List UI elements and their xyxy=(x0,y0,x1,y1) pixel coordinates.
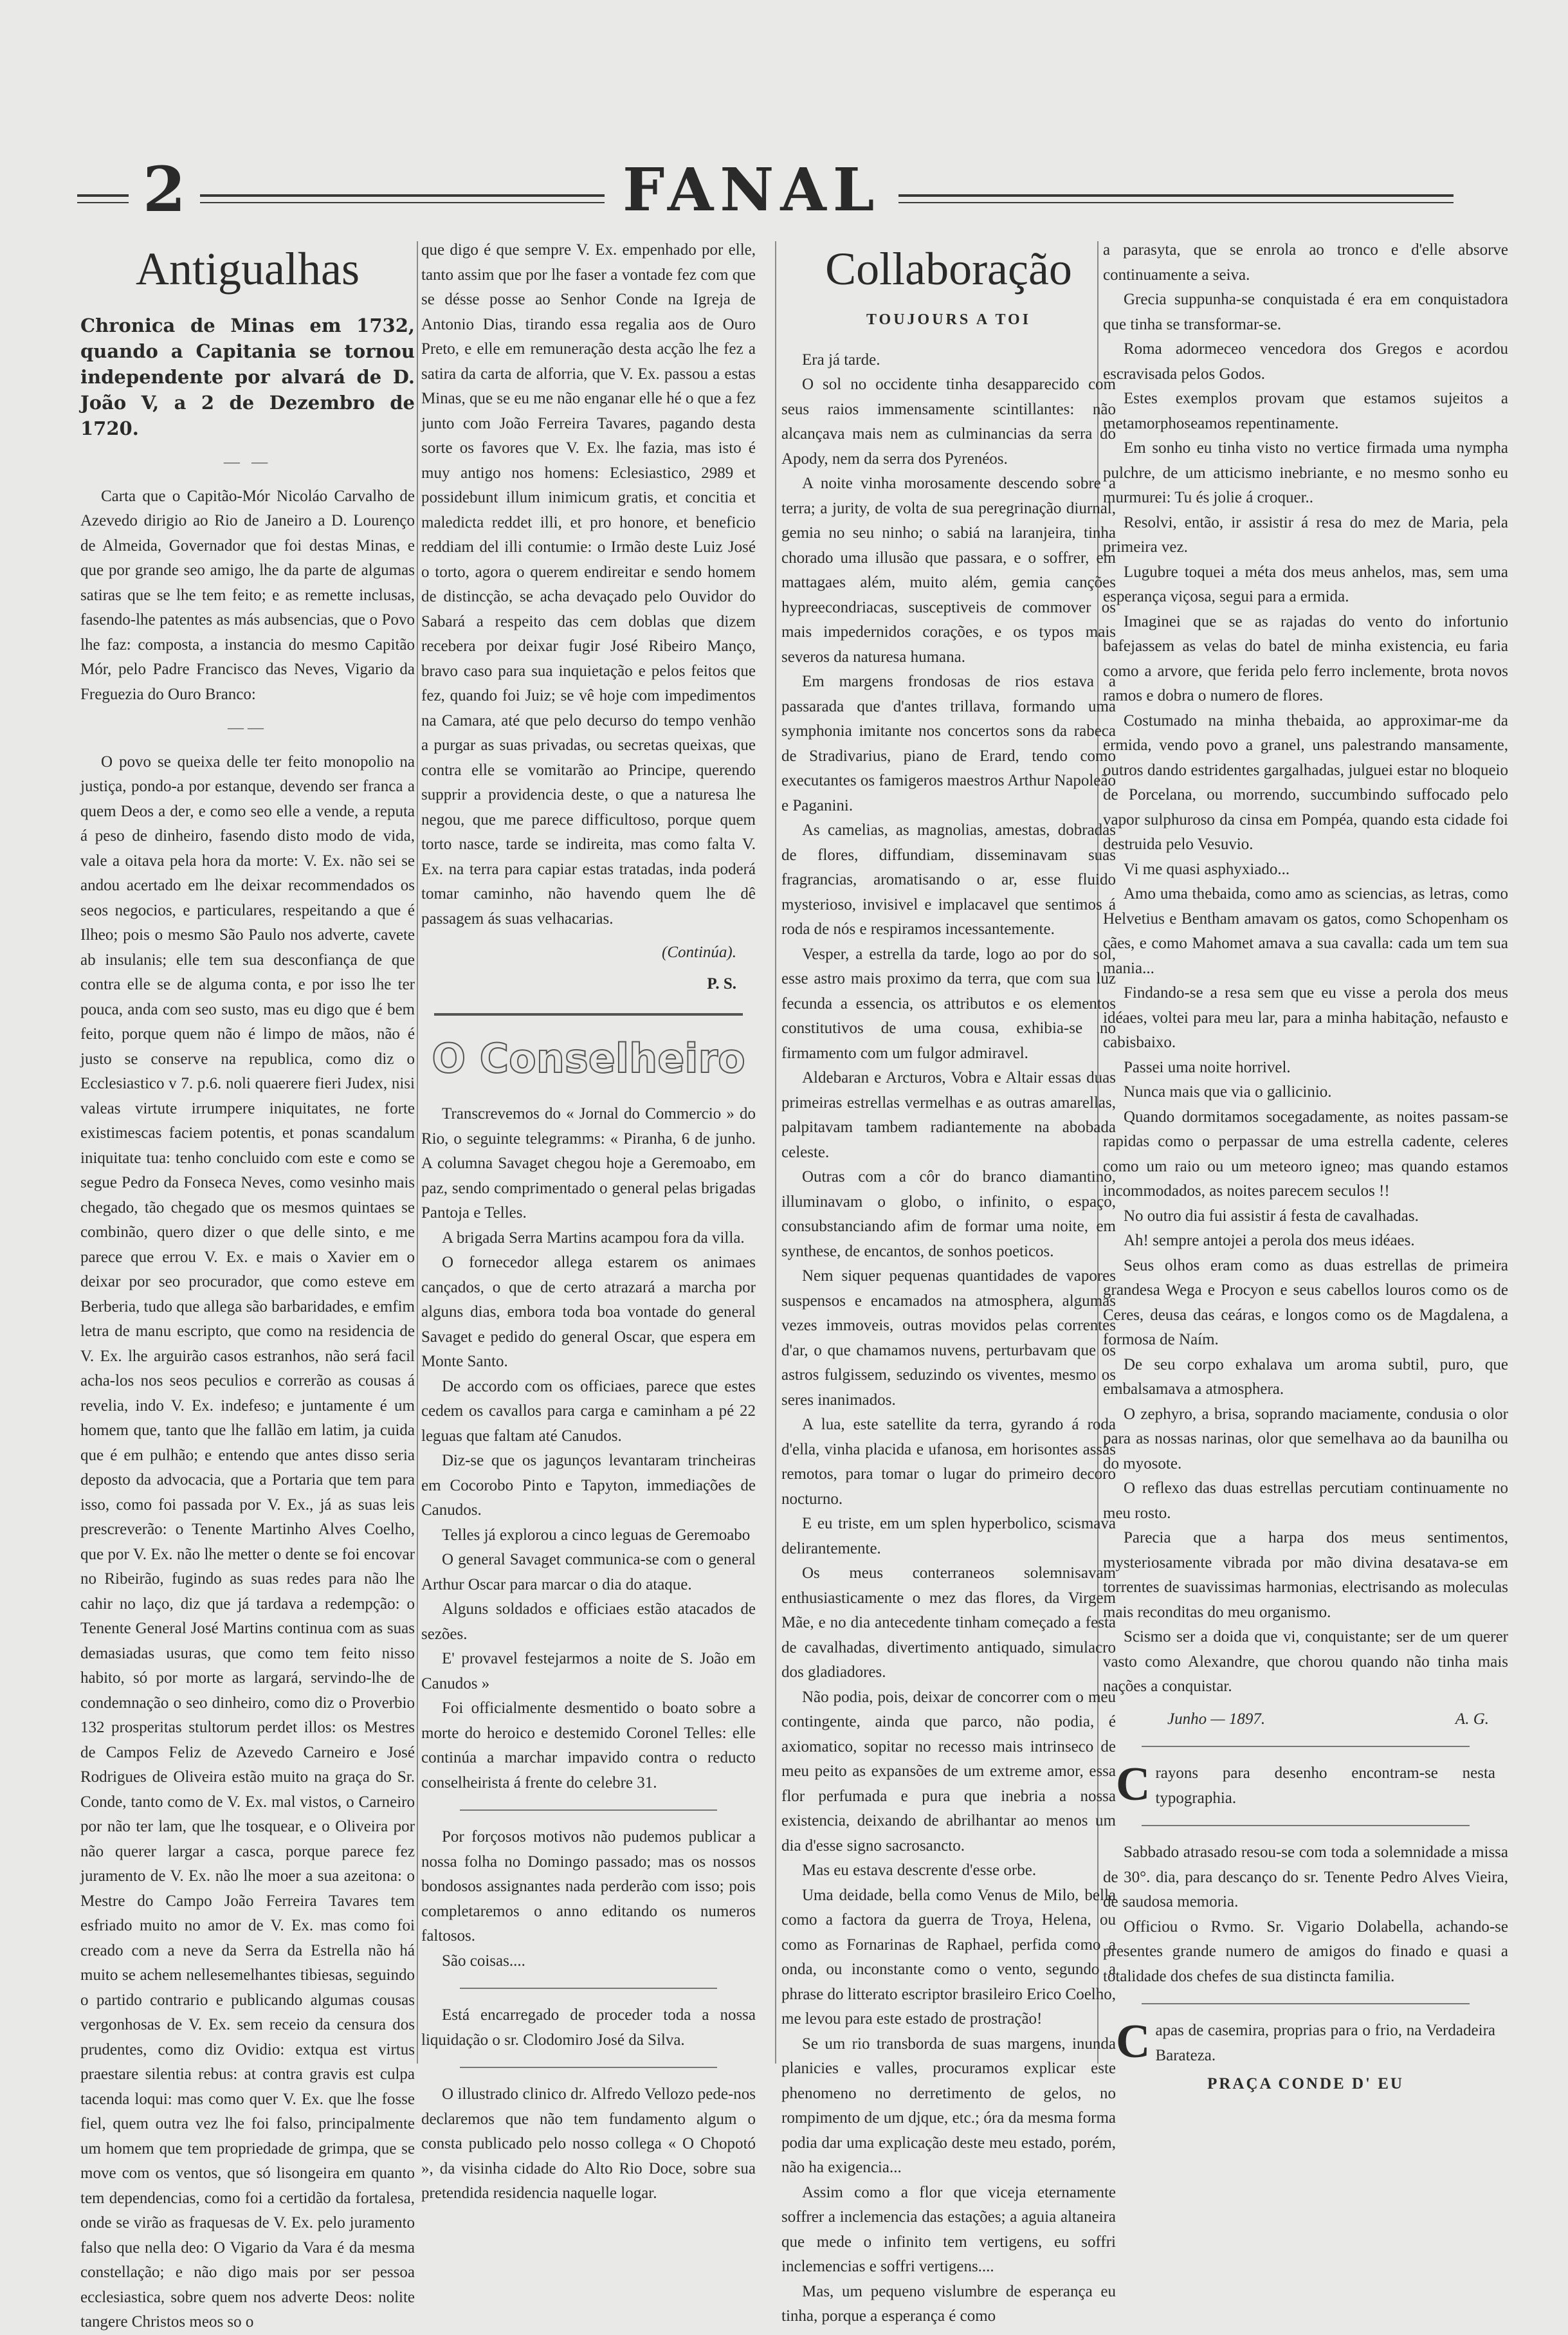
article-heading-collaboracao: Collaboração xyxy=(825,243,1072,295)
paragraph: Costumado na minha thebaida, ao approximar-me da ermida, vendo povo a granel, uns palestrando mansamente, outros dando estridentes gargalhadas, julguei estar no bloqueio de Porcelana, ou morrendo, succumbindo suffocado pelo vapor sulphuroso da cinsa em Pompéa, quando esta cidade foi destruida pelo Vesuvio. xyxy=(1103,711,1508,853)
paragraph: Grecia suppunha-se conquistada é era em conquistadora que tinha se transformar-se. xyxy=(1103,291,1508,333)
ad-address: PRAÇA CONDE D' EU xyxy=(1207,2075,1404,2092)
dash-separator: — — xyxy=(223,453,272,471)
paragraph: Nem siquer pequenas quantidades de vapores suspensos e encamados na atmosphera, algumas vezes immoveis, outras movidos pelas correntes d'ar, o que chamamos nuvens, perturbavam que os astros fulgissem, seduzindo os viventes, mesmo os seres inanimados. xyxy=(781,1267,1116,1409)
article-heading-antigualhas: Antigualhas xyxy=(136,243,360,295)
separator-rule xyxy=(1142,1825,1470,1826)
column-2 xyxy=(421,238,756,2202)
paragraph: O fornecedor allega estarem os animaes cançados, o que de certo atrazará a marcha por alguns dias, embora toda boa vontade do general Savaget e pedido do general Oscar, que espera em Monte Santo. xyxy=(421,1254,756,1370)
column-3 xyxy=(781,238,1116,2325)
article-heading-conselheiro: O Conselheiro xyxy=(432,1035,745,1082)
paragraph: Por forçosos motivos não pudemos publicar a nossa folha no Domingo passado; mas os nossos bondosos assignantes nada perderão com isso; pois completaremos o anno editando os numeros faltosos. xyxy=(421,1828,756,1945)
signature: P. S. xyxy=(707,975,736,993)
paragraph: Mas, um pequeno vislumbre de esperança eu tinha, porque a esperança é como xyxy=(781,2282,1116,2325)
separator-rule xyxy=(1142,2003,1470,2004)
paragraph: Parecia que a harpa dos meus sentimentos, mysteriosamente vibrada por mão divina desatava-se em torrentes de suavissimas harmonias, electrisando as moleculas mais reconditas do meu organismo. xyxy=(1103,1529,1508,1621)
ad-text: rayons para desenho encontram-se nesta typographia. xyxy=(1155,1764,1495,1807)
paragraph: Telles já explorou a cinco leguas de Geremoabo xyxy=(442,1526,751,1544)
paragraph: Officiou o Rvmo. Sr. Vigario Dolabella, achando-se presentes grande numero de amigos do finado e quasi a totalidade dos chefes de sua distincta familia. xyxy=(1103,1918,1508,1985)
paragraph: Nunca mais que via o gallicinio. xyxy=(1124,1083,1332,1101)
paragraph: Outras com a côr do branco diamantino, illuminavam o globo, o infinito, o espaço, consubstanciando afim de formar uma noite, em synthese, de encantos, de sonhos poeticos. xyxy=(781,1168,1116,1260)
paragraph: Em margens frondosas de rios estava a passarada que d'antes trillava, formando uma symphonia imitante nos concertos sons da rabeca de Stradivarius, piano de Erard, tendo como executantes os famigeros maestros Arthur Napoleão e Paganini. xyxy=(781,673,1116,814)
paragraph: O zephyro, a brisa, soprando maciamente, condusia o olor para as nossas narinas, olor que semelhava ao da baunilha ou do myosote. xyxy=(1103,1405,1508,1472)
paragraph: Estes exemplos provam que estamos sujeitos a metamorphoseamos repentinamente. xyxy=(1103,390,1508,432)
ad-text: apas de casemira, proprias para o frio, na Verdadeira Barateza. xyxy=(1155,2022,1495,2064)
paragraph: Roma adormeceo vencedora dos Gregos e acordou escravisada pelos Godos. xyxy=(1103,340,1508,383)
paragraph: O sol no occidente tinha desapparecido com seus raios immensamente scintillantes: não alcançava mais nem as culminancias da serra do Apody, nem da serra dos Pyrenéos. xyxy=(781,376,1116,468)
page-number: 2 xyxy=(129,154,200,225)
article-subtitle: TOUJOURS A TOI xyxy=(866,311,1032,328)
masthead xyxy=(77,154,1454,225)
paragraph: Não podia, pois, deixar de concorrer com o meu contingente, ainda que parco, não podia, é axiomatico, sopitar no recesso mais intrinseco de meu peito as expansões de um extreme amor, essa flor perfumada e pura que inebria a nossa existencia, deixando de abrilhantar ao menos um dia d'esse signo sacrosancto. xyxy=(781,1688,1116,1854)
column-divider xyxy=(775,241,776,2064)
newspaper-title: FANAL xyxy=(605,154,898,225)
paragraph: Vi me quasi asphyxiado... xyxy=(1124,860,1290,878)
paragraph: A noite vinha morosamente descendo sobre a terra; a jurity, de volta de sua peregrinação diurnal, gemia no seu ninho; o sabiá na laranjeira, tinha chorado uma illusão que passara, e o soffrer, em mattagaes além, muito além, gemia canções hypreecondriacas, susceptiveis de commover os mais impedernidos corações, e os typos mais severos da naturesa humana. xyxy=(781,475,1116,666)
paragraph: Quando dormitamos socegadamente, as noites passam-se rapidas como o perpassar de uma estrella cadente, celeres como um raio ou um meteoro igneo; mas quando estamos incommodados, as noites parecem seculos !! xyxy=(1103,1108,1508,1200)
paragraph: Ah! sempre antojei a perola dos meus idéaes. xyxy=(1124,1232,1415,1249)
paragraph: De seu corpo exhalava um aroma subtil, puro, que embalsamava a atmosphera. xyxy=(1103,1355,1508,1398)
paragraph: Mas eu estava descrente d'esse orbe. xyxy=(802,1862,1037,1879)
paragraph: a parasyta, que se enrola ao tronco e d'elle absorve continuamente a seiva. xyxy=(1103,241,1508,284)
column-4 xyxy=(1103,238,1508,2092)
dateline xyxy=(1103,1707,1508,1732)
paragraph: As camelias, as magnolias, amestas, dobradas de flores, diffundiam, disseminavam suas fragrancias, aromatisando o ar, esse fluido mysterioso, invisivel e implacavel que sentimos á roda de nós e respiramos incessantemente. xyxy=(781,821,1116,938)
paragraph: Vesper, a estrella da tarde, logo ao por do sol, esse astro mais proximo da terra, que com sua luz fecunda a essencia, os attributos e os elementos constitutivos de uma cousa, exhibia-se no firmamento com um fulgor admiravel. xyxy=(781,945,1116,1062)
paragraph: que digo é que sempre V. Ex. empenhado por elle, tanto assim que por lhe faser a vontade fez com que se désse posse ao Senhor Conde na Igreja de Antonio Dias, tirando essa regalia aos de Ouro Preto, e elle em remuneração desta acção lhe fez a satira da carta de alforria, que V. Ex. passou a estas Minas, que se eu me não enganar elle hé o que a fez junto com João Ferreira Tavares, pagando desta sorte os favores que V. Ex. lhe fazia, mas isto é muy antigo nos homens: Eclesiastico, 2989 et possidebunt illum inimicum gratis, et concitia et maledicta reddet illi, et pro honore, et beneficio reddiam del illi contumie: o Irmão deste Luiz José o torto, agora o querem endireitar e sendo homem de distincção, se acha devaçado pelo Ouvidor do Sabará a respeito das cem doblas que dizem recebera por deixar fugir José Ribeiro Manço, bravo caso para sua inquietação e pelos feitos que fez, quando foi Juiz; se vê hoje com impedimentos na Camara, até que pelo decurso do tempo venhão a purgar as suas privadas, ou secretas queixas, que contra elle se vomitarão ao Principe, querendo supprir a providencia deste, o que a naturesa lhe negou, que me parece difficultoso, porque quem torto nasce, tarde se indireita, mas como falta V. Ex. na terra para capiar estas tratadas, inda poderá tomar caminho, não havendo quem lhe dê passagem ás suas velhacarias. xyxy=(421,241,756,928)
separator-rule xyxy=(460,2067,717,2068)
paragraph: E' provavel festejarmos a noite de S. João em Canudos » xyxy=(421,1650,756,1692)
article-subhead: Chronica de Minas em 1732, quando a Capitania se tornou independente por alvará de D. João V, a 2 de Dezembro de 1720. xyxy=(80,315,415,439)
separator-rule xyxy=(434,1013,743,1016)
paragraph: O reflexo das duas estrellas percutiam continuamente no meu rosto. xyxy=(1103,1479,1508,1522)
column-divider xyxy=(417,241,418,2064)
paragraph: A brigada Serra Martins acampou fora da villa. xyxy=(442,1229,745,1247)
paragraph: Está encarregado de proceder toda a nossa liquidação o sr. Clodomiro José da Silva. xyxy=(421,2006,756,2049)
paragraph: Imaginei que se as rajadas do vento do infortunio bafejassem as velas do batel de minha existencia, eu faria como a arvore, que ferida pelo ferro inclemente, brota novos ramos e dobra o numero de flores. xyxy=(1103,612,1508,704)
advertisement-capas xyxy=(1103,2015,1508,2097)
paragraph: Era já tarde. xyxy=(802,351,880,369)
paragraph: O illustrado clinico dr. Alfredo Vellozo pede-nos declaremos que não tem fundamento algum o consta publicado pelo nosso collega « O Chopotó », da visinha cidade do Alto Rio Doce, sobre sua pretendida residencia naquelle logar. xyxy=(421,2085,756,2202)
paragraph: A lua, este satellite da terra, gyrando á roda d'ella, vinha placida e ufanosa, em horisontes assás remotos, para tomar o lugar do primeiro decoro nocturno. xyxy=(781,1416,1116,1508)
paragraph: São coisas.... xyxy=(442,1952,525,1970)
paragraph: No outro dia fui assistir á festa de cavalhadas. xyxy=(1124,1207,1419,1225)
paragraph: Passei uma noite horrivel. xyxy=(1124,1058,1291,1076)
paragraph: Foi officialmente desmentido o boato sobre a morte do heroico e destemido Coronel Telles: elle continúa a marchar impavido contra o reducto conselheirista á frente do celebre 31. xyxy=(421,1699,756,1791)
paragraph: Em sonho eu tinha visto no vertice firmada uma nympha pulchre, de um atticismo inebriante, e no mesmo sonho eu murmurei: Tu és jolie á croquer.. xyxy=(1103,439,1508,506)
ornament-separator: —— xyxy=(228,719,268,737)
separator-rule xyxy=(460,1809,717,1811)
paragraph: Amo uma thebaida, como amo as sciencias, as letras, como Helvetius e Bentham amavam os gatos, como Schopenham os cães, e como Mahomet amava a sua cavalla: cada um tem sua mania... xyxy=(1103,885,1508,977)
paragraph: Findando-se a resa sem que eu visse a perola dos meus idéaes, voltei para meu lar, para a minha habitação, nefausto e cabisbaixo. xyxy=(1103,984,1508,1051)
paragraph: Resolvi, então, ir assistir á resa do mez de Maria, pela primeira vez. xyxy=(1103,513,1508,556)
paragraph: Se um rio transborda de suas margens, inunda planicies e valles, procuramos explicar este phenomeno no derretimento de gelos, no rompimento de um djque, etc.; óra da mesma forma podia dar uma explicação deste meu estado, porém, não ha exigencia... xyxy=(781,2035,1116,2176)
paragraph: Aldebaran e Arcturos, Vobra e Altair essas duas primeiras estrellas vermelhas e as outras amarellas, palpitavam tambem radiantemente na abobada celeste. xyxy=(781,1069,1116,1161)
paragraph: Diz-se que os jagunços levantaram trincheiras em Cocorobo Pinto e Tapyton, immediações de Canudos. xyxy=(421,1452,756,1519)
paragraph: Scismo ser a doida que vi, conquistante; ser de um querer vasto como Alexandre, que chorou quando não tinha mais nações a conquistar. xyxy=(1103,1628,1508,1695)
ad-dropcap: C xyxy=(1116,2015,1151,2068)
article-date: Junho — 1897. xyxy=(1167,1710,1266,1728)
paragraph: Uma deidade, bella como Venus de Milo, bella como a factora da guerra de Troya, Helena, ou como as Fornarinas de Raphael, perfida como a onda, ou inconstante como o vento, segundo a phrase do litterato escriptor brasileiro Erico Coelho, me levou para este estado de prostração! xyxy=(781,1886,1116,2028)
column-1 xyxy=(80,238,415,2330)
paragraph: O general Savaget communica-se com o general Arthur Oscar para marcar o dia do ataque. xyxy=(421,1551,756,1593)
ad-dropcap: C xyxy=(1116,1758,1151,1811)
advertisement-crayons xyxy=(1103,1758,1508,1811)
paragraph: Os meus conterraneos solemnisavam enthusiasticamente o mez das flores, da Virgem Mãe, e no dia antecedente tinham começado a festa de cavalhadas, divertimento antiquado, simulacro dos gladiadores. xyxy=(781,1564,1116,1681)
author-initials: A. G. xyxy=(1455,1710,1489,1728)
paragraph: E eu triste, em um splen hyperbolico, scismava delirantemente. xyxy=(781,1515,1116,1557)
paragraph: Seus olhos eram como as duas estrellas de primeira grandesa Wega e Procyon e seus cabellos louros como os de Ceres, deusa das ceáras, e longos como os de Magdalena, a formosa de Naím. xyxy=(1103,1256,1508,1348)
paragraph: Carta que o Capitão-Mór Nicoláo Carvalho de Azevedo dirigio ao Rio de Janeiro a D. Lourenço de Almeida, Governador que foi destas Minas, e que por grande seo amigo, lhe da parte de algumas satiras que se lhe tem feito; e as remette inclusas, fasendo-lhe patentes as más aubsencias, que o Povo lhe faz: composta, a instancia do mesmo Capitão Mór, pelo Padre Francisco das Neves, Vigario da Freguezia do Ouro Branco: xyxy=(80,487,415,703)
paragraph: Alguns soldados e officiaes estão atacados de sezões. xyxy=(421,1600,756,1643)
paragraph: Assim como a flor que viceja eternamente soffrer a inclemencia das estações; a aguia altaneira que mede o infinito tem vertigens, eu soffri inclemencias e soffri vertigens.... xyxy=(781,2183,1116,2275)
continued-note: (Continúa). xyxy=(662,944,736,961)
paragraph: Lugubre toquei a méta dos meus anhelos, mas, sem uma esperança viçosa, segui para a ermida. xyxy=(1103,563,1508,605)
separator-rule xyxy=(1142,1746,1470,1747)
paragraph: O povo se queixa delle ter feito monopolio na justiça, pondo-a por estanque, devendo ser franca a quem Deos a der, e como seo elle a vende, a reputa á peso de dinheiro, fasendo disto modo de vida, vale a oitava pela hora da morte: V. Ex. não sei se andou acertado em lhe deixar recommendados os seos negocios, e particulares, respeitando a que é Ilheo; pois o mesmo São Paulo nos adverte, cavete ab insulanis; elle tem sua desconfiança de que contra elle se de alguma conta, e por isso lhe ter pouca, anda com seo susto, mas eu digo que é bem feito, porque quem não é limpo de mãos, não é justo se conserve na republica, como diz o Ecclesiastico v 7. p.6. noli quaerere fieri Judex, nisi valeas virtute irrumpere iniquitates, ne forte existimescas faciem potentis, et ponas scandalum iniquitate tua: tenho concluido com este e como se segue Pedro da Fonseca Neves, como vesinho mais chegado, tão chegado que os mesmos quintaes se combinão, quero dizer o que delle sinto, e me parece que errou V. Ex. e mais o Xavier em o deixar por seo procurador, que como esteve em Berberia, tudo que allega são barbaridades, e emfim letra de manu escripto, que como na residencia de V. Ex. lhe arguirão casos estranhos, não será facil acha-los nos seos peculios e correrão as cousas á revelia, indo V. Ex. indefeso; e juntamente é um homem que, tanto que lhe fallão em latim, ja cuida que é em pulhão; e entendo que antes disso seria deposto da advocacia, que a Portaria que tem para isso, como foi passada por V. Ex., já as suas leis prescreverão: o Tenente Martinho Alves Coelho, que por V. Ex. não lhe metter o dente se foi encovar no Ribeirão, fugindo as suas redes para não lhe cahir no laço, diz que já tardava a redempção: o Tenente General José Martins continua com as suas demasiadas usuras, que como tem feito nisso habito, só por morte as largará, servindo-lhe de condemnação o seo dinheiro, como diz o Proverbio 132 prosperitas stultorum perdet illos: os Mestres de Campos Feliz de Azevedo Carneiro e José Rodrigues de Oliveira estão muito na graça do Sr. Conde, tanto como de V. Ex. mal vistos, o Carneiro por não ter lam, que lhe tosquear, e o Oliveira por não querer largar a casca, porque parece fez juramento de V. Ex. não lhe moer a sua azeitona: o Mestre do Campo João Ferreira Tavares tem esfriado muito no amor de V. Ex. mas como foi creado com a neve da Serra da Estrella não há muito se achem nellesemelhantes tibiesas, seguindo o partido contrario e publicando algumas cousas vergonhosas de V. Ex. sem receio da censura dos prudentes, como diz Ovidio: extqua est virtus praestare silentia rebus: at contra gravis est culpa tacenda loqui: mas como quer V. Ex. que lhe fosse fiel, quem outra vez lhe foi falso, principalmente um homem que tem propriedade de grimpa, que se move com os ventos, que só lisongeira em quanto tem dependencias, como foi a certidão da fortalesa, onde se virão as fraquesas de V. Ex. pelo juramento falso que nella deo: O Vigario da Vara é da mesma constellação; e não digo mais por ser pessoa ecclesiastica, sobre quem nos adverte Deos: nolite tangere Christos meos so o xyxy=(80,753,415,2330)
paragraph: Sabbado atrasado resou-se com toda a solemnidade a missa de 30°. dia, para descanço do sr. Tenente Pedro Alves Vieira, de saudosa memoria. xyxy=(1103,1844,1508,1910)
paragraph: De accordo com os officiaes, parece que estes cedem os cavallos para carga e caminham a pé 22 leguas que faltam até Canudos. xyxy=(421,1377,756,1445)
separator-rule xyxy=(460,1988,717,1989)
paragraph: Transcrevemos do « Jornal do Commercio » do Rio, o seguinte telegramms: « Piranha, 6 de junho. A columna Savaget chegou hoje a Geremoabo, em paz, sendo comprimentado o general pelas brigadas Pantoja e Telles. xyxy=(421,1105,756,1222)
